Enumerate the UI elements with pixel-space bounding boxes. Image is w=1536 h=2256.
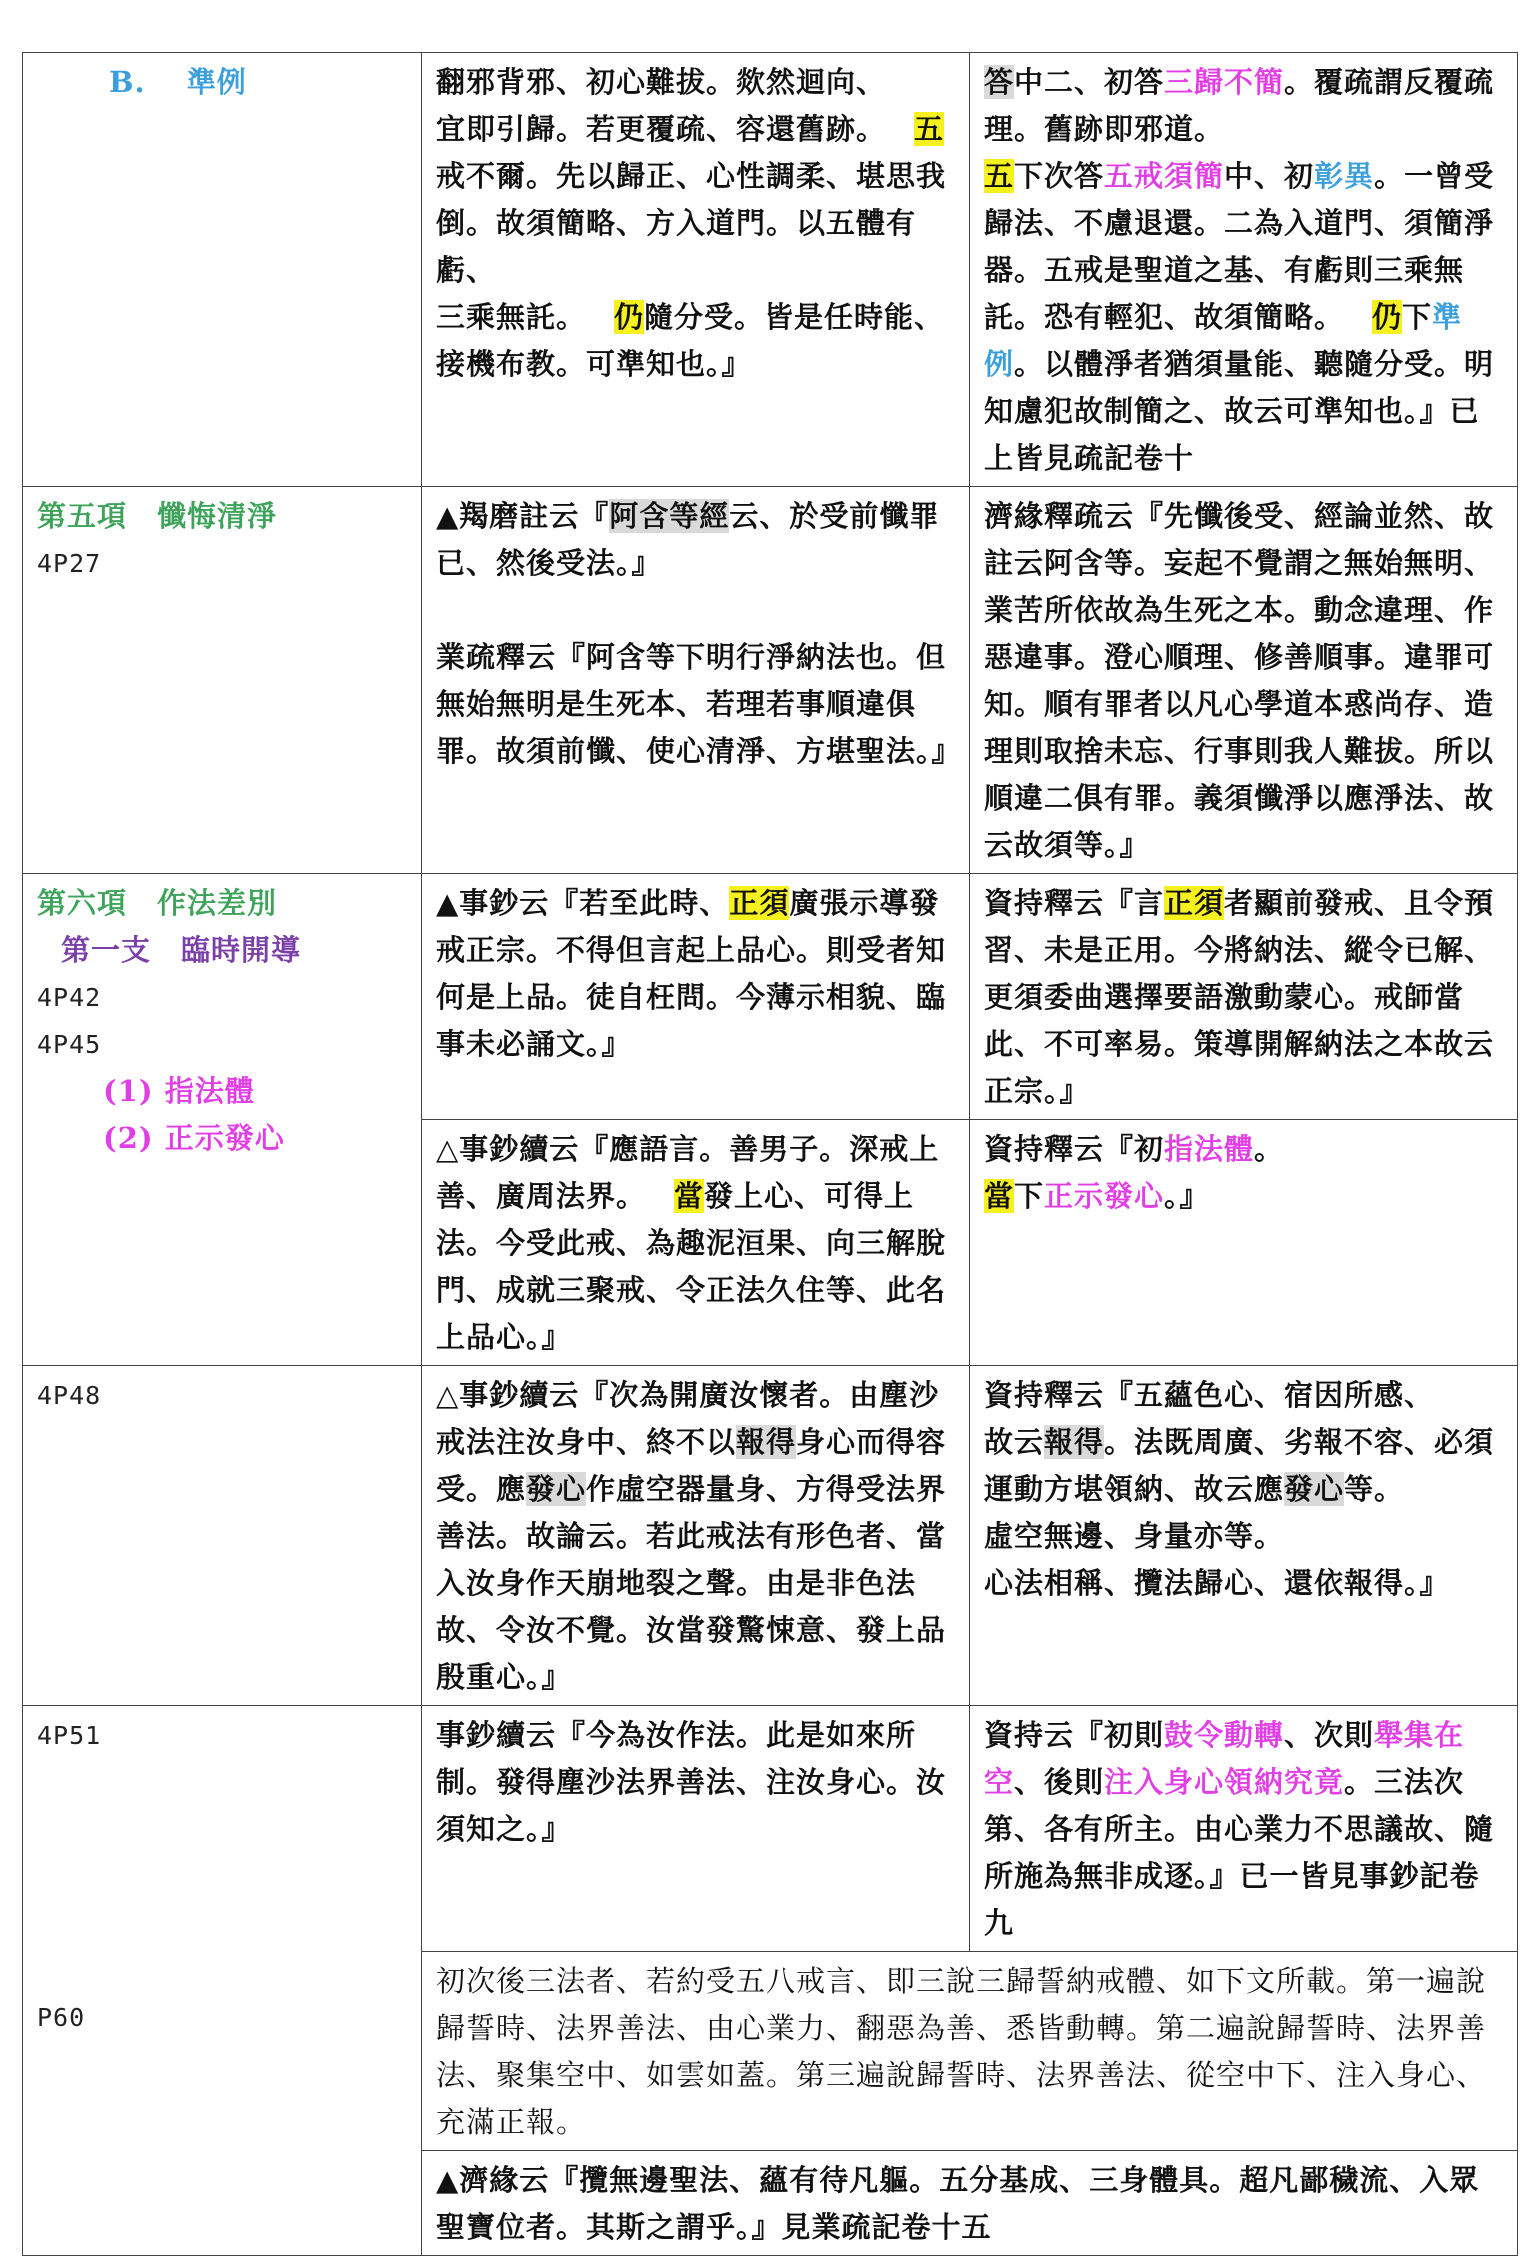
text-span: 業疏釋云『阿含等下明行淨納法也。但無始無明是生死本、若理若事順違俱罪。故須前懺、使心清淨、方堪聖法。』	[436, 640, 962, 768]
text-span: △事鈔續云『應語言。善男子。深戒上善、廣周法界。	[436, 1132, 940, 1213]
text-span: 廣張示導發戒正宗。不得但言起上品心。則受者知何是上品。徒自枉問。今薄示相貌、臨事未必誦文。』	[436, 886, 947, 1061]
text-span: 身心而得容受。應	[436, 1425, 947, 1506]
table-row	[23, 1366, 1518, 1706]
text-span: 初次後三法者、若約受五八戒言、即三說三歸誓納戒體、如下文所載。第一遍說歸誓時、法界善法、由心業力、翻惡為善、悉皆動轉。第二遍說歸誓時、法界善法、聚集空中、如雲如蓋。第三遍說歸誓時、法界善法、從空中下、注入身心、充滿正報。	[436, 1964, 1487, 2139]
text-span: 。』	[1164, 1179, 1210, 1213]
text-span: 、後則	[1014, 1765, 1105, 1799]
text-span: 虛空無邊、身量亦等。	[984, 1519, 1285, 1553]
text-span: ▲事鈔云『若至此時、	[436, 886, 730, 920]
keyword: 準例	[984, 300, 1463, 381]
text-span: 下次答	[1014, 159, 1105, 193]
source-text-cell	[422, 1706, 970, 1952]
highlight-mark: 報得	[1044, 1425, 1105, 1459]
highlight-mark: 當	[984, 1179, 1015, 1213]
text-span: △事鈔續云『次為開廣汝懷者。由塵沙戒法注汝身中、終不以	[436, 1378, 940, 1459]
text-span: 中、初	[1224, 159, 1315, 193]
text-span: 下	[1402, 300, 1433, 334]
page-ref: 4P45	[37, 1030, 102, 1059]
text-span: 戒不爾。先以歸正、心性調柔、堪思我倒。故須簡略、方入道門。以五體有虧、	[436, 159, 947, 287]
source-text-cell	[422, 1120, 970, 1366]
section-heading: 第六項 作法差別	[37, 886, 278, 920]
commentary-cell	[970, 53, 1518, 487]
table-row	[23, 874, 1518, 1120]
page-ref: 4P48	[37, 1381, 102, 1410]
highlight-mark: 五	[914, 112, 945, 146]
text-span: 隨分受。皆是任時能、接機布教。可準知也。』	[436, 300, 945, 381]
commentary-cell	[970, 1706, 1518, 1952]
section-cell	[23, 487, 422, 874]
text-span: ▲羯磨註云『	[436, 499, 610, 533]
highlight-mark: 答	[984, 65, 1015, 99]
keyword: 舉集在空	[984, 1718, 1465, 1799]
highlight-mark: 五	[984, 159, 1015, 193]
page-ref: P60	[37, 2003, 86, 2032]
keyword: 鼓令動轉	[1164, 1718, 1285, 1752]
keyword: 彰異	[1314, 159, 1375, 193]
highlight-mark: 報得	[736, 1425, 797, 1459]
text-span: ▲濟緣云『攬無邊聖法、蘊有待凡軀。五分基成、三身體具。超凡鄙穢流、入眾聖寶位者。其斯之謂乎。』見業疏記卷十五	[436, 2163, 1480, 2244]
text-span: 。法既周廣、劣報不容、必須運動方堪領納、故云應	[984, 1425, 1495, 1506]
highlight-mark: 當	[674, 1179, 705, 1213]
text-span: 下	[1014, 1179, 1045, 1213]
section-cell	[23, 53, 422, 487]
keyword: 三歸不簡	[1164, 65, 1285, 99]
outline-item: (1) 指法體	[103, 1074, 255, 1108]
text-span: 宜即引歸。若更覆疏、容還舊跡。	[436, 112, 887, 146]
highlight-mark: 仍	[614, 300, 645, 334]
text-span: 、次則	[1284, 1718, 1375, 1752]
text-span: 心法相稱、攬法歸心、還依報得。』	[984, 1566, 1450, 1600]
highlight-mark: 阿含等經	[609, 499, 730, 533]
highlight-mark: 正須	[1164, 886, 1225, 920]
section-cell	[23, 1706, 422, 2256]
keyword: 注入身心領納究竟	[1104, 1765, 1345, 1799]
section-heading: B. 準例	[109, 65, 247, 99]
text-span: 資持云『初則	[984, 1718, 1165, 1752]
text-span: 等。	[1344, 1472, 1405, 1506]
commentary-cell	[970, 1120, 1518, 1366]
section-cell	[23, 1366, 422, 1706]
text-span: 作虛空器量身、方得受法界善法。故論云。若此戒法有形色者、當入汝身作天崩地裂之聲。由是非色法故、令汝不覺。汝當發驚悚意、發上品殷重心。』	[436, 1472, 947, 1694]
quote-cell	[422, 2151, 1518, 2256]
table-row	[23, 1706, 1518, 1952]
text-span: 。以體淨者猶須量能、聽隨分受。明知慮犯故制簡之、故云可準知也。』已上皆見疏記卷十	[984, 347, 1495, 475]
page-ref: 4P51	[37, 1721, 102, 1750]
text-span: 云、於受前懺罪已、然後受法。』	[436, 499, 940, 580]
highlight-mark: 發心	[526, 1472, 587, 1506]
table-row	[23, 487, 1518, 874]
text-span: 發上心、可得上法。今受此戒、為趣泥洹果、向三解脫門、成就三聚戒、令正法久住等、此名上品心。』	[436, 1179, 947, 1354]
text-span: 故云	[984, 1425, 1045, 1459]
commentary-cell	[970, 1366, 1518, 1706]
section-cell	[23, 874, 422, 1366]
outline-item: (2) 正示發心	[103, 1121, 285, 1155]
text-span: 事鈔續云『今為汝作法。此是如來所制。發得塵沙法界善法、注汝身心。汝須知之。』	[436, 1718, 947, 1846]
subsection-heading: 第一支 臨時開導	[61, 933, 302, 967]
keyword: 五戒須簡	[1104, 159, 1225, 193]
highlight-mark: 仍	[1372, 300, 1403, 334]
text-span: 三乘無託。	[436, 300, 587, 334]
highlight-mark: 正須	[729, 886, 790, 920]
text-span: 中二、初答	[1014, 65, 1165, 99]
commentary-table	[22, 52, 1518, 2256]
text-span: 濟緣釋疏云『先懺後受、經論並然、故註云阿含等。妄起不覺謂之無始無明、業苦所依故為生死之本。動念違理、作惡違事。澄心順理、修善順事。違罪可知。順有罪者以凡心學道本惑尚存、造理則取捨未忘、行事則我人難拔。所以順違二俱有罪。義須懺淨以應淨法、故云故須等。』	[984, 499, 1495, 862]
table-row	[23, 53, 1518, 487]
page-ref: 4P27	[37, 549, 102, 578]
source-text-cell	[422, 1366, 970, 1706]
text-span: 資持釋云『五蘊色心、宿因所感、	[984, 1378, 1435, 1412]
text-span: 資持釋云『初	[984, 1132, 1165, 1166]
source-text-cell	[422, 53, 970, 487]
text-span: 資持釋云『言	[984, 886, 1165, 920]
keyword: 正示發心	[1044, 1179, 1165, 1213]
text-span: 。	[1254, 1132, 1285, 1166]
text-span: 。覆疏謂反覆疏理。舊跡即邪道。	[984, 65, 1495, 146]
text-span: 。一曾受歸法、不慮退還。二為入道門、須簡淨器。五戒是聖道之基、有虧則三乘無託。恐有輕犯、故須簡略。	[984, 159, 1495, 334]
text-span: 者顯前發戒、且令預習、未是正用。今將納法、縱令已解、更須委曲選擇要語激動蒙心。戒師當此、不可率易。策導開解納法之本故云正宗。』	[984, 886, 1495, 1108]
text-span: 。三法次第、各有所主。由心業力不思議故、隨所施為無非成逐。』已一皆見事鈔記卷九	[984, 1765, 1495, 1940]
page-ref: 4P42	[37, 983, 102, 1012]
note-cell	[422, 1952, 1518, 2151]
commentary-cell	[970, 487, 1518, 874]
commentary-cell	[970, 874, 1518, 1120]
text-span: 翻邪背邪、初心難拔。欻然迴向、	[436, 65, 887, 99]
source-text-cell	[422, 874, 970, 1120]
highlight-mark: 發心	[1284, 1472, 1345, 1506]
section-heading: 第五項 懺悔清淨	[37, 499, 278, 533]
keyword: 指法體	[1164, 1132, 1255, 1166]
source-text-cell	[422, 487, 970, 874]
